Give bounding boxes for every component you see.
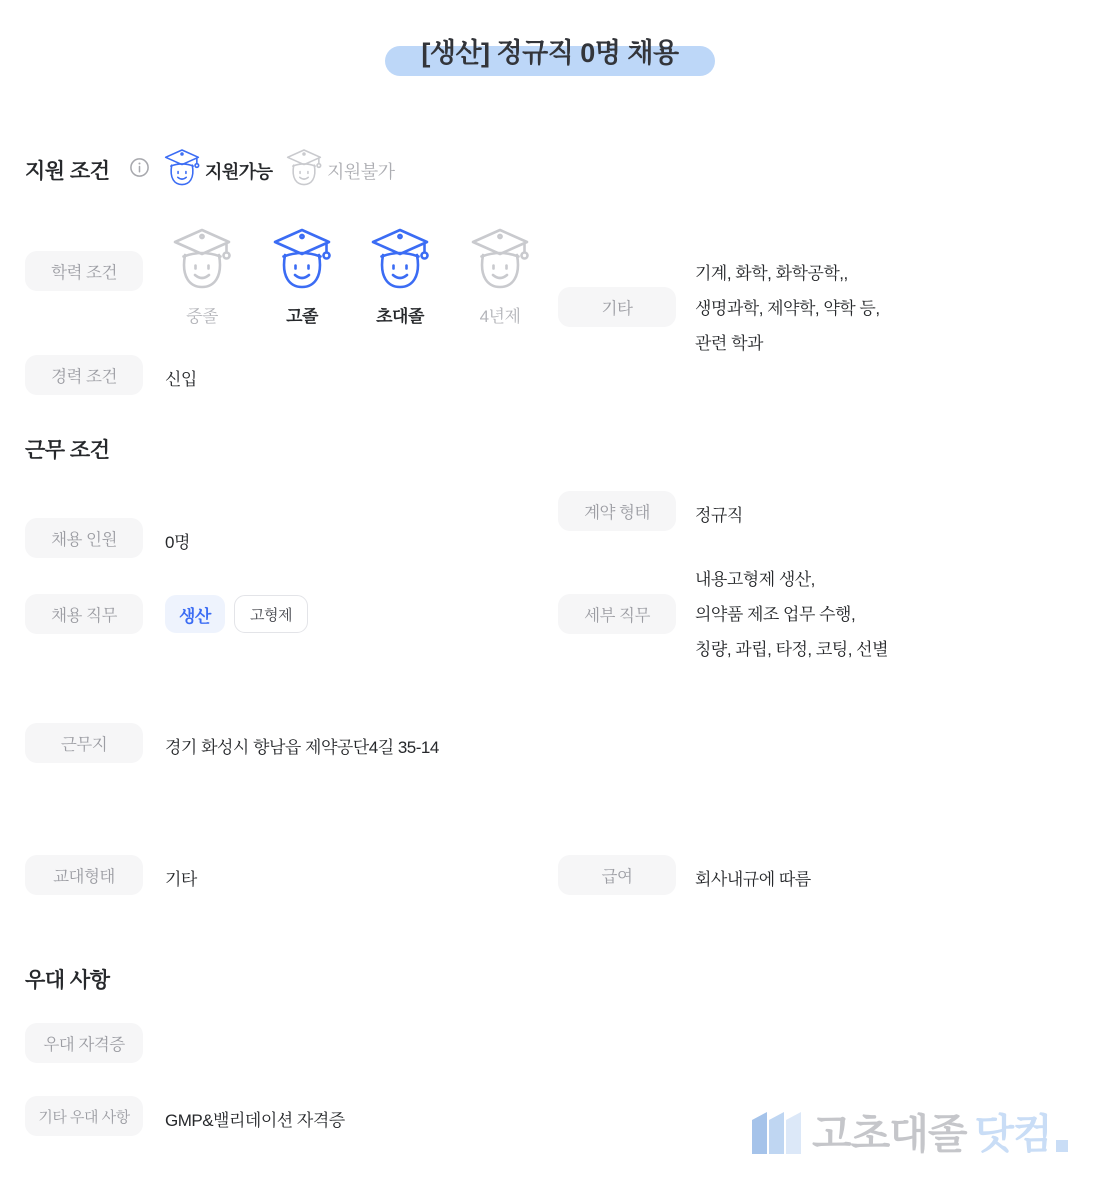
shift-field-value: 기타 (165, 870, 197, 889)
apply-section-heading: 지원 조건 (25, 160, 110, 183)
watermark-text-gray: 고초대졸 (812, 1111, 967, 1157)
contract-field-label: 계약 형태 (558, 491, 676, 531)
education-level-label: 초대졸 (376, 307, 424, 326)
etc-field-value (695, 256, 880, 361)
job-primary-badge: 생산 (165, 595, 225, 633)
shift-field-label: 교대형태 (25, 855, 143, 895)
headcount-field-label: 채용 인원 (25, 518, 143, 558)
location-field-label: 근무지 (25, 723, 143, 763)
salary-field-label: 급여 (558, 855, 676, 895)
salary-field-value: 회사내규에 따름 (695, 870, 811, 889)
page-title-block (0, 30, 1100, 80)
detail-field-label: 세부 직무 (558, 594, 676, 634)
etc-line: 생명과학, 제약학, 약학 등, (695, 299, 880, 318)
preference-section-heading: 우대 사항 (25, 969, 110, 992)
work-section-heading: 근무 조건 (25, 439, 110, 462)
education-level-label: 중졸 (186, 307, 218, 326)
headcount-field-value: 0명 (165, 533, 190, 552)
watermark-logo-icon (752, 1108, 804, 1158)
legend-available-label: 지원가능 (205, 162, 273, 182)
etc-line: 관련 학과 (695, 334, 763, 353)
etc-field-label: 기타 (558, 287, 676, 327)
graduate-unavailable-icon (284, 147, 324, 187)
education-level-label: 고졸 (286, 307, 318, 326)
etc-preference-field-value: GMP&밸리데이션 자격증 (165, 1111, 345, 1130)
education-field-label: 학력 조건 (25, 251, 143, 291)
career-field-label: 경력 조건 (25, 355, 143, 395)
contract-field-value: 정규직 (695, 506, 743, 525)
graduate-icon (169, 225, 235, 291)
graduate-icon (367, 225, 433, 291)
watermark-text-blue: 닷컴 (974, 1111, 1052, 1157)
career-field-value: 신입 (165, 370, 197, 389)
info-icon[interactable] (129, 157, 150, 178)
watermark-dot (1056, 1140, 1068, 1152)
graduate-available-icon (162, 147, 202, 187)
graduate-icon (467, 225, 533, 291)
detail-line: 의약품 제조 업무 수행, (695, 605, 856, 624)
graduate-icon (269, 225, 335, 291)
legend-unavailable-label: 지원불가 (327, 162, 395, 182)
education-level-label: 4년제 (479, 307, 521, 326)
location-field-value: 경기 화성시 향남읍 제약공단4길 35-14 (165, 738, 439, 757)
etc-line: 기계, 화학, 화학공학,, (695, 264, 848, 283)
etc-preference-field-label: 기타 우대 사항 (25, 1096, 143, 1136)
education-level-4year (465, 225, 535, 327)
detail-field-value (695, 562, 888, 667)
job-field-label: 채용 직무 (25, 594, 143, 634)
detail-line: 칭량, 과립, 타정, 코팅, 선별 (695, 640, 889, 659)
detail-line: 내용고형제 생산, (695, 570, 815, 589)
education-level-jungjol (167, 225, 237, 327)
education-level-chodaejol (365, 225, 435, 327)
page-title: [생산] 정규직 0명 채용 (421, 38, 679, 68)
preferred-certificate-field-label: 우대 자격증 (25, 1023, 143, 1063)
job-secondary-badge: 고형제 (234, 595, 308, 633)
education-level-gojol (267, 225, 337, 327)
site-watermark (752, 1108, 1068, 1158)
